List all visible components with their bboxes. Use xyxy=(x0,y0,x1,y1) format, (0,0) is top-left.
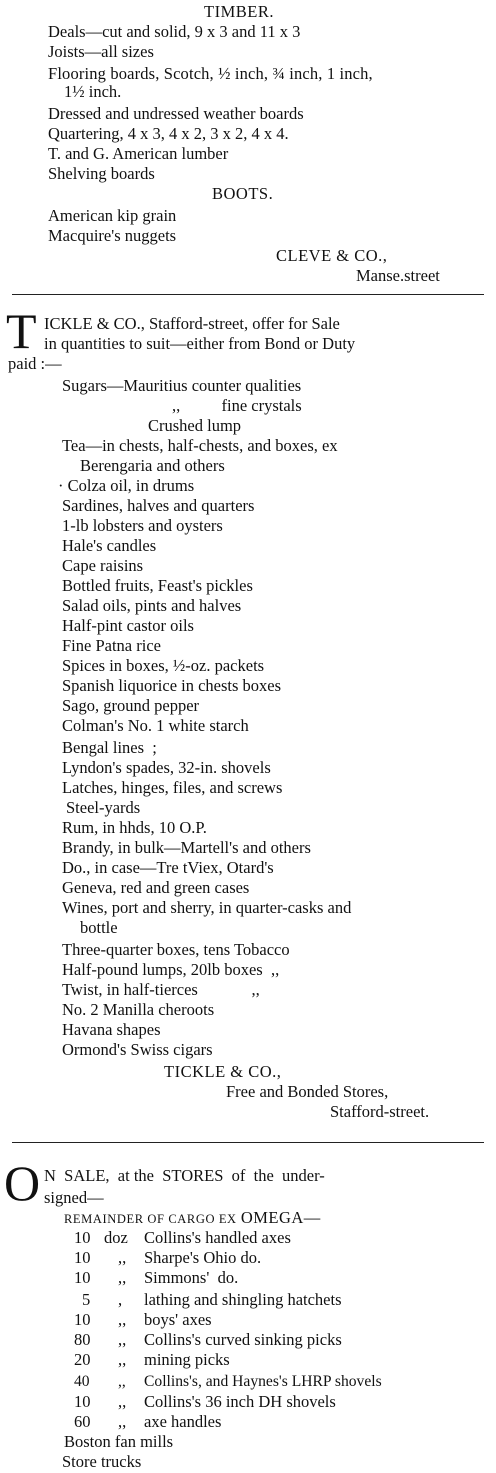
goods-item: Lyndon's spades, 32-in. shovels xyxy=(62,758,271,777)
inventory-row xyxy=(74,1412,221,1432)
timber-line: Shelving boards xyxy=(48,164,155,183)
goods-item: Tea—in chests, half-chests, and boxes, ex xyxy=(62,436,338,455)
advertiser-address: Free and Bonded Stores, xyxy=(226,1082,389,1101)
item-description: axe handles xyxy=(144,1412,222,1431)
advertiser-name: TICKLE & CO., xyxy=(164,1062,282,1081)
item-description: boys' axes xyxy=(144,1310,212,1329)
goods-item: Cape raisins xyxy=(62,556,144,575)
advertiser-name: CLEVE & CO., xyxy=(276,246,388,265)
timber-line: Joists—all sizes xyxy=(48,42,154,61)
item-description: Collins's 36 inch DH shovels xyxy=(144,1392,336,1411)
ditto-mark: , xyxy=(118,1290,123,1309)
intro-line: in quantities to suit—either from Bond or Duty xyxy=(44,334,356,353)
goods-item: Sugars—Mauritius counter qualities xyxy=(62,376,302,395)
ditto-mark: ,, xyxy=(118,1310,127,1329)
ship-name: OMEGA— xyxy=(240,1208,321,1227)
inventory-row xyxy=(74,1330,342,1350)
goods-item: Berengaria and others xyxy=(80,456,225,475)
quantity: 10 xyxy=(74,1268,91,1287)
inventory-row xyxy=(74,1310,212,1330)
intro-line: signed— xyxy=(44,1188,104,1207)
item-description: Collins's handled axes xyxy=(144,1228,291,1247)
goods-item: Sago, ground pepper xyxy=(62,696,200,715)
quantity: 5 xyxy=(82,1290,91,1309)
cargo-line xyxy=(64,1208,321,1229)
divider-rule xyxy=(12,294,484,295)
goods-item: Wines, port and sherry, in quarter-casks and xyxy=(62,898,352,917)
quantity: 10 xyxy=(74,1392,91,1411)
inventory-row xyxy=(74,1248,261,1268)
goods-item: Havana shapes xyxy=(62,1020,161,1039)
ditto-mark: ,, xyxy=(118,1268,127,1287)
goods-item: Do., in case—Tre tViex, Otard's xyxy=(62,858,274,877)
goods-item: Boston fan mills xyxy=(64,1432,174,1451)
quantity: 20 xyxy=(74,1350,91,1369)
item-description: Sharpe's Ohio do. xyxy=(144,1248,262,1267)
goods-item: Geneva, red and green cases xyxy=(62,878,250,897)
goods-item: Spices in boxes, ½-oz. packets xyxy=(62,656,265,675)
advertiser-address: Stafford-street. xyxy=(330,1102,430,1121)
ditto-mark: ,, xyxy=(118,1350,127,1369)
goods-item: ,, fine crystals xyxy=(172,396,302,415)
item-description: Collins's, and Haynes's LHRP shovels xyxy=(144,1373,382,1390)
goods-item: Spanish liquorice in chests boxes xyxy=(62,676,282,695)
divider-rule xyxy=(12,1142,484,1143)
intro-line: ICKLE & CO., Stafford-street, offer for Sale xyxy=(44,314,340,333)
goods-item: Bengal lines ; xyxy=(62,738,157,757)
goods-item: 1-lb lobsters and oysters xyxy=(62,516,223,535)
goods-item: Salad oils, pints and halves xyxy=(62,596,242,615)
timber-line: 1½ inch. xyxy=(64,82,122,101)
timber-line: Dressed and undressed weather boards xyxy=(48,104,304,123)
cargo-prefix: REMAINDER OF CARGO EX xyxy=(64,1212,237,1226)
goods-item: bottle xyxy=(80,918,118,937)
goods-item: Steel-yards xyxy=(66,798,141,817)
quantity: 10 xyxy=(74,1248,91,1267)
inventory-row xyxy=(82,1290,342,1310)
item-description: Simmons' do. xyxy=(144,1268,239,1287)
goods-item: Latches, hinges, files, and screws xyxy=(62,778,283,797)
timber-line: T. and G. American lumber xyxy=(48,144,229,163)
timber-line: Deals—cut and solid, 9 x 3 and 11 x 3 xyxy=(48,22,301,41)
ditto-mark: ,, xyxy=(118,1392,127,1411)
item-description: lathing and shingling hatchets xyxy=(144,1290,342,1309)
goods-item: Half-pound lumps, 20lb boxes ,, xyxy=(62,960,280,979)
inventory-row xyxy=(74,1268,238,1288)
advertiser-address: Manse.street xyxy=(356,266,440,285)
quantity: 10 xyxy=(74,1310,91,1329)
goods-item: Three-quarter boxes, tens Tobacco xyxy=(62,940,290,959)
goods-item: · Colza oil, in drums xyxy=(58,476,195,495)
ditto-mark: ,, xyxy=(118,1248,127,1267)
heading-boots: BOOTS. xyxy=(212,184,274,203)
unit: doz xyxy=(104,1228,128,1247)
item-description: Collins's curved sinking picks xyxy=(144,1330,342,1349)
goods-item: Bottled fruits, Feast's pickles xyxy=(62,576,253,595)
quantity: 80 xyxy=(74,1330,91,1349)
inventory-row xyxy=(74,1392,336,1412)
boots-line: Macquire's nuggets xyxy=(48,226,177,245)
heading-timber: TIMBER. xyxy=(204,2,274,21)
item-description: mining picks xyxy=(144,1350,230,1369)
quantity: 40 xyxy=(74,1373,90,1390)
goods-item: Colman's No. 1 white starch xyxy=(62,716,249,735)
ditto-mark: ,, xyxy=(118,1330,127,1349)
intro-line: N SALE, at the STORES of the under- xyxy=(44,1166,325,1185)
goods-item: Rum, in hhds, 10 O.P. xyxy=(62,818,207,837)
goods-item: Ormond's Swiss cigars xyxy=(62,1040,213,1059)
goods-item: Hale's candles xyxy=(62,536,157,555)
goods-item: Twist, in half-tierces ,, xyxy=(62,980,260,999)
drop-cap: T xyxy=(6,303,37,359)
intro-line: paid :— xyxy=(8,354,62,373)
goods-item: No. 2 Manilla cheroots xyxy=(62,1000,215,1019)
goods-item: Crushed lump xyxy=(148,416,242,435)
quantity: 60 xyxy=(74,1412,91,1431)
inventory-row xyxy=(74,1350,230,1370)
goods-item: Brandy, in bulk—Martell's and others xyxy=(62,838,311,857)
drop-cap: O xyxy=(4,1155,41,1211)
inventory-row xyxy=(74,1228,291,1248)
goods-item: Half-pint castor oils xyxy=(62,616,194,635)
boots-line: American kip grain xyxy=(48,206,177,225)
goods-item: Fine Patna rice xyxy=(62,636,161,655)
timber-line: Flooring boards, Scotch, ½ inch, ¾ inch, 1 inch, xyxy=(48,64,373,83)
quantity: 10 xyxy=(74,1228,91,1247)
goods-item: Sardines, halves and quarters xyxy=(62,496,255,515)
goods-item: Store trucks xyxy=(62,1452,142,1471)
timber-line: Quartering, 4 x 3, 4 x 2, 3 x 2, 4 x 4. xyxy=(48,124,289,143)
ditto-mark: ,, xyxy=(118,1412,127,1431)
inventory-row xyxy=(74,1372,382,1392)
ditto-mark: ,, xyxy=(118,1373,126,1390)
